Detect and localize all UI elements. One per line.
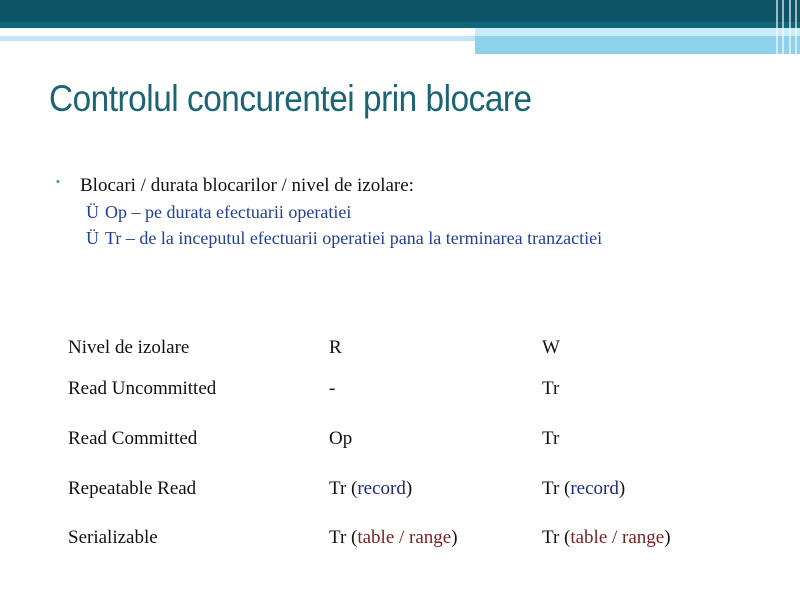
subitem: [86, 228, 602, 249]
table-row: [68, 527, 768, 553]
table-row: [68, 378, 768, 404]
cell-w: [542, 478, 625, 500]
table-row: [68, 428, 768, 454]
bullet-text: Blocari / durata blocarilor / nivel de izolare:: [80, 175, 414, 196]
cell-r-prefix: Tr (: [329, 478, 358, 499]
header-band-right-top: [475, 28, 800, 36]
cell-level: Repeatable Read: [68, 478, 197, 499]
cell-w-prefix: Tr (: [542, 478, 571, 499]
cell-w-suffix: ): [664, 527, 671, 548]
cell-w: Tr: [542, 428, 560, 449]
cell-w-detail: record: [570, 478, 619, 499]
subitem-text: Op – pe durata efectuarii operatiei: [105, 202, 352, 222]
header-stripe: [789, 0, 791, 54]
cell-w-prefix: Tr (: [542, 527, 571, 548]
table-header-row: [68, 337, 768, 363]
subitem: [86, 202, 351, 223]
cell-r-detail: record: [357, 478, 406, 499]
cell-r-suffix: ): [405, 478, 413, 499]
header-band-left: [0, 36, 475, 41]
cell-w-suffix: ): [618, 478, 626, 499]
header-cell-w: W: [542, 337, 560, 358]
header-cell-level: Nivel de izolare: [68, 337, 190, 358]
cell-level: Serializable: [68, 527, 158, 548]
bullet-icon: •: [56, 176, 60, 188]
header-stripe: [795, 0, 797, 54]
table-row: [68, 478, 768, 504]
cell-r: Op: [329, 428, 353, 449]
cell-level: Read Uncommitted: [68, 378, 217, 399]
cell-r-detail: table / range: [357, 527, 452, 548]
header-stripe: [776, 0, 778, 54]
header-cell-r: R: [329, 337, 342, 358]
arrow-bullet-icon: Ü: [86, 228, 99, 248]
cell-r-prefix: Tr (: [329, 527, 358, 548]
slide-title: Controlul concurentei prin blocare: [49, 78, 532, 119]
cell-r: -: [329, 378, 336, 399]
cell-w-detail: table / range: [570, 527, 665, 548]
cell-r-suffix: ): [451, 527, 458, 548]
cell-level: Read Committed: [68, 428, 198, 449]
arrow-bullet-icon: Ü: [86, 202, 99, 222]
header-band-right: [475, 36, 800, 54]
cell-r: [329, 527, 458, 549]
header-bar-dark: [0, 0, 800, 22]
subitem-text: Tr – de la inceputul efectuarii operatiei pana la terminarea tranzactiei: [105, 228, 603, 248]
cell-r: [329, 478, 412, 500]
cell-w: Tr: [542, 378, 560, 399]
header-stripe: [782, 0, 784, 54]
cell-w: [542, 527, 671, 549]
